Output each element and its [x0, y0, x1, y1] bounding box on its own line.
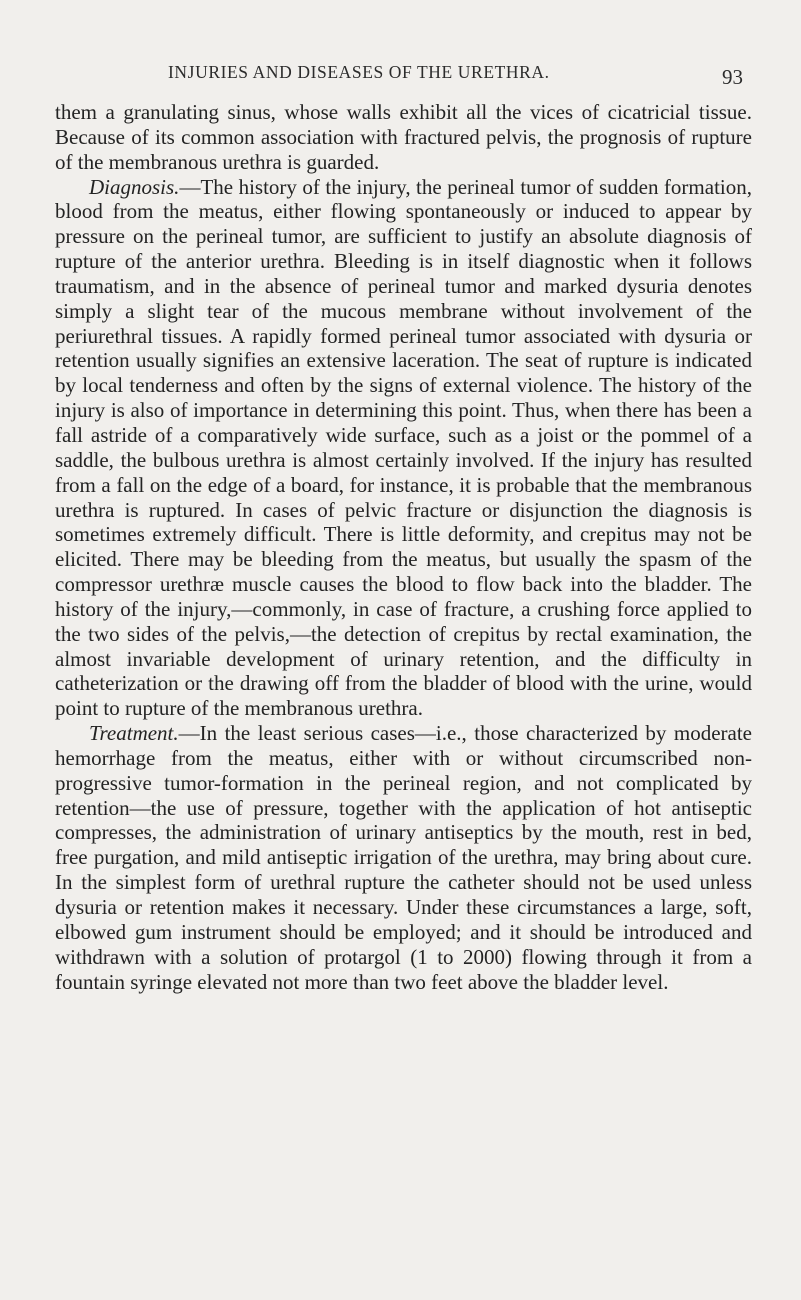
running-head: [0, 62, 801, 89]
paragraph-text: them a granulating sinus, whose walls exhibit all the vices of cicatricial tissue. Because of its common association with fractured pelvis, the prognosis of rupture of the membranous urethra is guarded.: [55, 100, 752, 174]
paragraph-text: —The history of the injury, the perineal tumor of sudden formation, blood from the meatus, either flowing spontaneously or induced to appear by pressure on the perineal tumor, are sufficient to justify an absolute diagnosis of rupture of the anterior urethra. Bleeding is in itself diagnostic when it follows traumatism, and in the absence of perineal tumor and marked dysuria denotes simply a slight tear of the mucous membrane without involvement of the periurethral tissues. A rapidly formed perineal tumor associated with dysuria or retention usually signifies an extensive laceration. The seat of rupture is indicated by local tenderness and often by the signs of external violence. The history of the injury is also of importance in determining this point. Thus, when there has been a fall astride of a comparatively wide surface, such as a joist or the pommel of a saddle, the bulbous urethra is almost certainly involved. If the injury has resulted from a fall on the edge of a board, for instance, it is probable that the membranous urethra is ruptured. In cases of pelvic fracture or disjunction the diagnosis is sometimes extremely difficult. There is little deformity, and crepitus may not be elicited. There may be bleeding from the meatus, but usually the spasm of the compressor urethræ muscle causes the blood to flow back into the bladder. The history of the injury,—commonly, in case of fracture, a crushing force applied to the two sides of the pelvis,—the detection of crepitus by rectal examination, the almost invariable development of urinary retention, and the difficulty in catheterization or the drawing off from the bladder of blood with the urine, would point to rupture of the membranous urethra.: [55, 174, 752, 721]
running-title: INJURIES AND DISEASES OF THE URETHRA.: [168, 62, 550, 82]
paragraph-treatment: [55, 721, 752, 994]
paragraph-prognosis-end: [55, 100, 752, 175]
page-number: 93: [722, 65, 743, 89]
paragraph-text: —In the least serious cases—i.e., those characterized by moderate hemorrhage from the meatus, either with or without circumscribed non-progressive tumor-formation in the perineal region, and not complicated by retention—the use of pressure, together with the application of hot antiseptic compresses, the administration of urinary antiseptics by the mouth, rest in bed, free purgation, and mild antiseptic irrigation of the urethra, may bring about cure. In the simplest form of urethral rupture the catheter should not be used unless dysuria or retention makes it necessary. Under these circumstances a large, soft, elbowed gum instrument should be employed; and it should be introduced and withdrawn with a solution of protargol (1 to 2000) flowing through it from a fountain syringe elevated not more than two feet above the bladder level.: [55, 721, 752, 994]
section-lead-in-diagnosis: Diagnosis.: [89, 174, 180, 199]
section-lead-in-treatment: Treatment.: [89, 721, 179, 746]
body-text: [55, 100, 752, 994]
paragraph-diagnosis: [55, 175, 752, 722]
